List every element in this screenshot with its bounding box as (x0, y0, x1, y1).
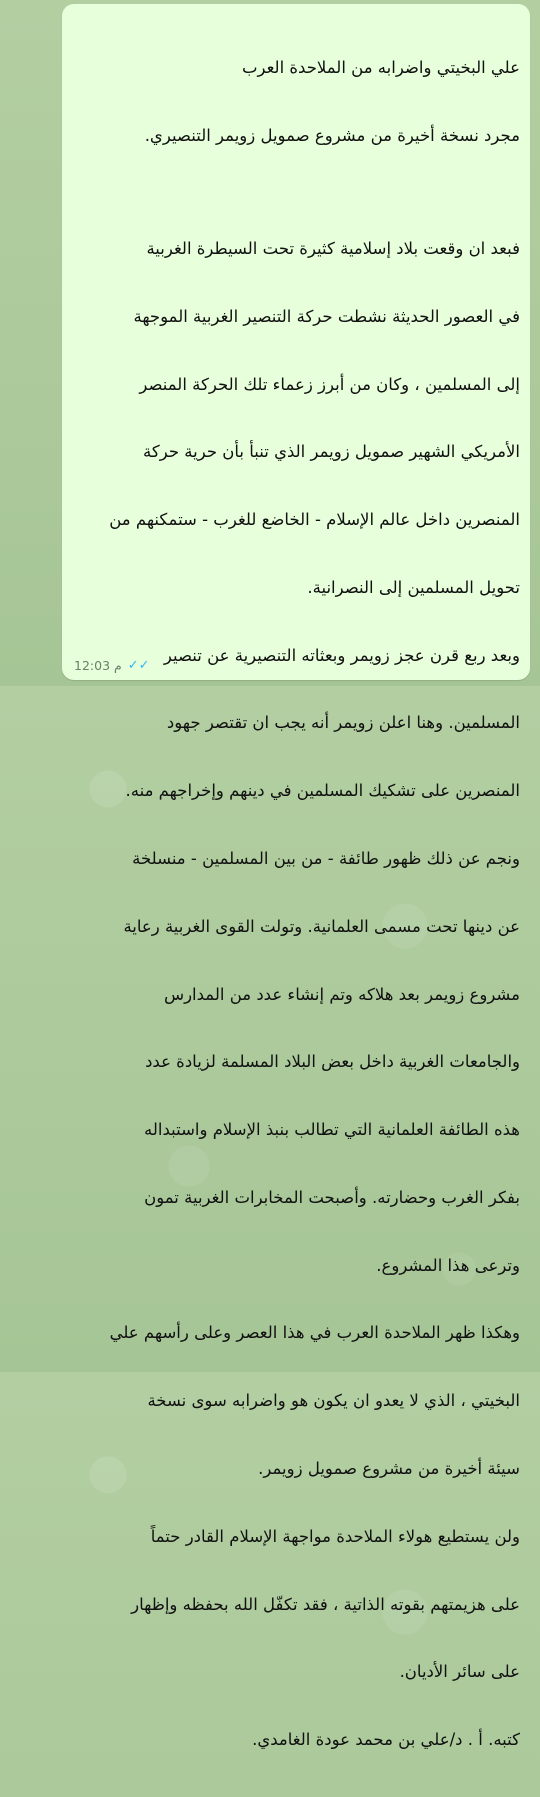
message-line: ولن يستطيع هولاء الملاحدة مواجهة الإسلام القادر حتماً (150, 1526, 520, 1546)
message-line: المسلمين. وهنا اعلن زويمر أنه يجب ان تقتصر جهود (166, 713, 520, 733)
message-text (72, 12, 520, 1797)
message-line: تحويل المسلمين إلى النصرانية. (307, 577, 520, 597)
message-line: وبعد ربع قرن عجز زويمر وبعثاته التنصيرية عن تنصير (163, 645, 520, 665)
message-line: المنصرين داخل عالم الإسلام - الخاضع للغرب - ستمكنهم من (109, 510, 520, 530)
message-line: على هزيمتهم بقوته الذاتية ، فقد تكفّل الله بحفظه وإظهار (131, 1594, 520, 1614)
message-line: مشروع زويمر بعد هلاكه وتم إنشاء عدد من المدارس (163, 984, 520, 1004)
message-line: والجامعات الغربية داخل بعض البلاد المسلمة لزيادة عدد (145, 1052, 520, 1072)
message-line: فبعد ان وقعت بلاد إسلامية كثيرة تحت السيطرة الغربية (146, 238, 520, 258)
message-meta (74, 658, 150, 673)
message-line: ونجم عن ذلك ظهور طائفة - من بين المسلمين - منسلخة (132, 848, 520, 868)
message-line: إلى المسلمين ، وكان من أبرز زعماء تلك الحركة المنصر (139, 374, 520, 394)
message-line: وترعى هذا المشروع. (376, 1255, 520, 1275)
message-line: علي البخيتي واضرابه من الملاحدة العرب (241, 58, 520, 78)
message-line: مجرد نسخة أخيرة من مشروع صمويل زويمر التنصيري. (144, 125, 520, 145)
message-line: على سائر الأديان. (399, 1662, 520, 1682)
chat-wallpaper (0, 0, 62, 686)
message-line: وهكذا ظهر الملاحدة العرب في هذا العصر وعلى رأسهم علي (109, 1323, 520, 1343)
message-line: الأمريكي الشهير صمويل زويمر الذي تنبأ بأن حرية حركة (143, 442, 520, 462)
message-line: عن دينها تحت مسمى العلمانية. وتولت القوى الغربية رعاية (123, 916, 520, 936)
message-line: البخيتي ، الذي لا يعدو ان يكون هو واضرابه سوى نسخة (147, 1391, 520, 1411)
message-line: في العصور الحديثة نشطت حركة التنصير الغربية الموجهة (133, 306, 520, 326)
double-check-icon: ✓✓ (127, 658, 150, 673)
message-line: بفكر الغرب وحضارته. وأصبحت المخابرات الغربية تمون (144, 1187, 520, 1207)
message-line: سيئة أخيرة من مشروع صمويل زويمر. (258, 1459, 520, 1478)
message-line: هذه الطائفة العلمانية التي تطالب بنبذ الإسلام واستبداله (144, 1120, 520, 1140)
message-bubble[interactable] (62, 4, 530, 1750)
message-line: المنصرين على تشكيك المسلمين في دينهم وإخراجهم منه. (125, 781, 520, 801)
message-time: 12:03 م (74, 658, 122, 673)
message-line: كتبه. أ . د/علي بن محمد عودة الغامدي. (252, 1730, 520, 1750)
